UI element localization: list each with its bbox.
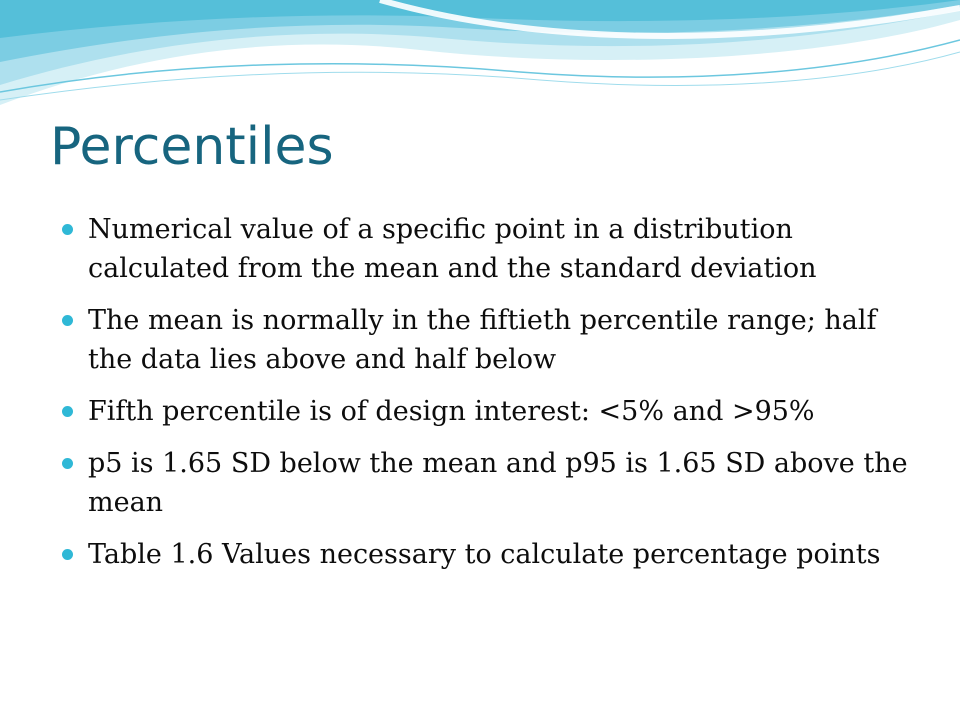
header-wave-decoration bbox=[0, 0, 960, 110]
bullet-item bbox=[62, 301, 922, 379]
bullet-dot-icon bbox=[62, 549, 73, 560]
bullet-text: Numerical value of a specific point in a distribution calculated from the mean and the standard deviation bbox=[88, 214, 817, 284]
bullet-dot-icon bbox=[62, 224, 73, 235]
bullet-text: The mean is normally in the fiftieth percentile range; half the data lies above and half below bbox=[88, 305, 877, 375]
bullet-list bbox=[62, 210, 922, 587]
bullet-item bbox=[62, 210, 922, 288]
bullet-item bbox=[62, 535, 922, 574]
bullet-dot-icon bbox=[62, 406, 73, 417]
bullet-text: p5 is 1.65 SD below the mean and p95 is 1.65 SD above the mean bbox=[88, 448, 908, 518]
bullet-text: Fifth percentile is of design interest: <5% and >95% bbox=[88, 396, 815, 427]
bullet-text: Table 1.6 Values necessary to calculate percentage points bbox=[88, 539, 881, 570]
bullet-dot-icon bbox=[62, 458, 73, 469]
bullet-dot-icon bbox=[62, 315, 73, 326]
slide-title: Percentiles bbox=[50, 117, 334, 177]
bullet-item bbox=[62, 392, 922, 431]
bullet-item bbox=[62, 444, 922, 522]
